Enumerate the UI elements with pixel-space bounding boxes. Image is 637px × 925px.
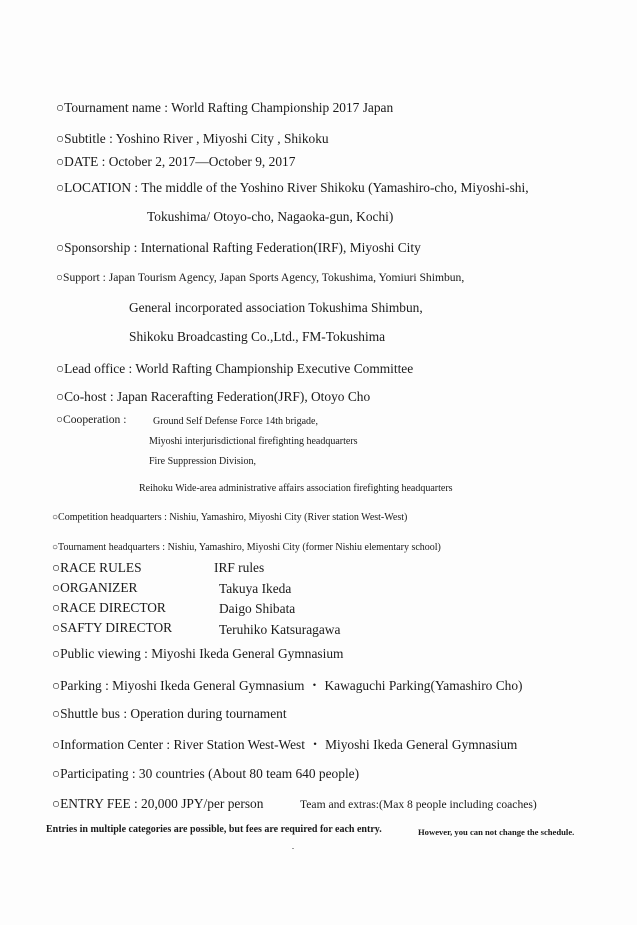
public-viewing-line: ○Public viewing : Miyoshi Ikeda General Gymnasium [52, 646, 344, 661]
tournament-hq-line: ○Tournament headquarters : Nishiu, Yamashiro, Miyoshi City (former Nishiu elementary school) [52, 542, 441, 553]
co-host-line: ○Co-host : Japan Racerafting Federation(JRF), Otoyo Cho [56, 389, 371, 404]
footnote-tail: However, you can not change the schedule. [418, 827, 575, 837]
support-line-3: Shikoku Broadcasting Co.,Ltd., FM-Tokushima [129, 329, 386, 344]
information-center-line: ○Information Center : River Station West-West ・ Miyoshi Ikeda General Gymnasium [52, 737, 518, 752]
date-line: ○DATE : October 2, 2017—October 9, 2017 [56, 154, 296, 169]
subtitle-line: ○Subtitle : Yoshino River , Miyoshi City , Shikoku [56, 131, 329, 146]
lead-office-line: ○Lead office : World Rafting Championship Executive Committee [56, 361, 414, 376]
footnote-main: Entries in multiple categories are possible, but fees are required for each entry. [46, 824, 382, 835]
safety-director-value: Teruhiko Katsuragawa [219, 622, 341, 637]
cooperation-line-4: Reihoku Wide-area administrative affairs association firefighting headquarters [139, 483, 453, 494]
parking-line: ○Parking : Miyoshi Ikeda General Gymnasium ・ Kawaguchi Parking(Yamashiro Cho) [52, 678, 523, 693]
organizer-value: Takuya Ikeda [219, 581, 292, 596]
scan-speck [292, 848, 294, 849]
participating-line: ○Participating : 30 countries (About 80 team 640 people) [52, 766, 360, 781]
cooperation-label: ○Cooperation : [56, 413, 127, 426]
tournament-name-line: ○Tournament name : World Rafting Championship 2017 Japan [56, 100, 394, 115]
sponsorship-line: ○Sponsorship : International Rafting Federation(IRF), Miyoshi City [56, 240, 421, 255]
competition-hq-line: ○Competition headquarters : Nishiu, Yamashiro, Miyoshi City (River station West-West) [52, 512, 408, 523]
entry-fee-line: ○ENTRY FEE : 20,000 JPY/per person [52, 796, 264, 811]
race-rules-value: IRF rules [214, 560, 265, 575]
cooperation-line-1: Ground Self Defense Force 14th brigade, [153, 416, 318, 427]
organizer-label: ○ORGANIZER [52, 580, 138, 595]
support-line-2: General incorporated association Tokushima Shimbun, [129, 300, 423, 315]
cooperation-line-2: Miyoshi interjurisdictional firefighting headquarters [149, 436, 358, 447]
race-director-label: ○RACE DIRECTOR [52, 600, 166, 615]
entry-fee-extra: Team and extras:(Max 8 people including coaches) [300, 798, 537, 811]
location-line-2: Tokushima/ Otoyo-cho, Nagaoka-gun, Kochi) [147, 209, 394, 224]
safety-director-label: ○SAFTY DIRECTOR [52, 620, 173, 635]
race-rules-label: ○RACE RULES [52, 560, 142, 575]
shuttle-bus-line: ○Shuttle bus : Operation during tournament [52, 706, 287, 721]
cooperation-line-3: Fire Suppression Division, [149, 456, 256, 467]
support-line-1: ○Support : Japan Tourism Agency, Japan Sports Agency, Tokushima, Yomiuri Shimbun, [56, 271, 465, 284]
location-line-1: ○LOCATION : The middle of the Yoshino River Shikoku (Yamashiro-cho, Miyoshi-shi, [56, 180, 529, 195]
race-director-value: Daigo Shibata [219, 601, 296, 616]
